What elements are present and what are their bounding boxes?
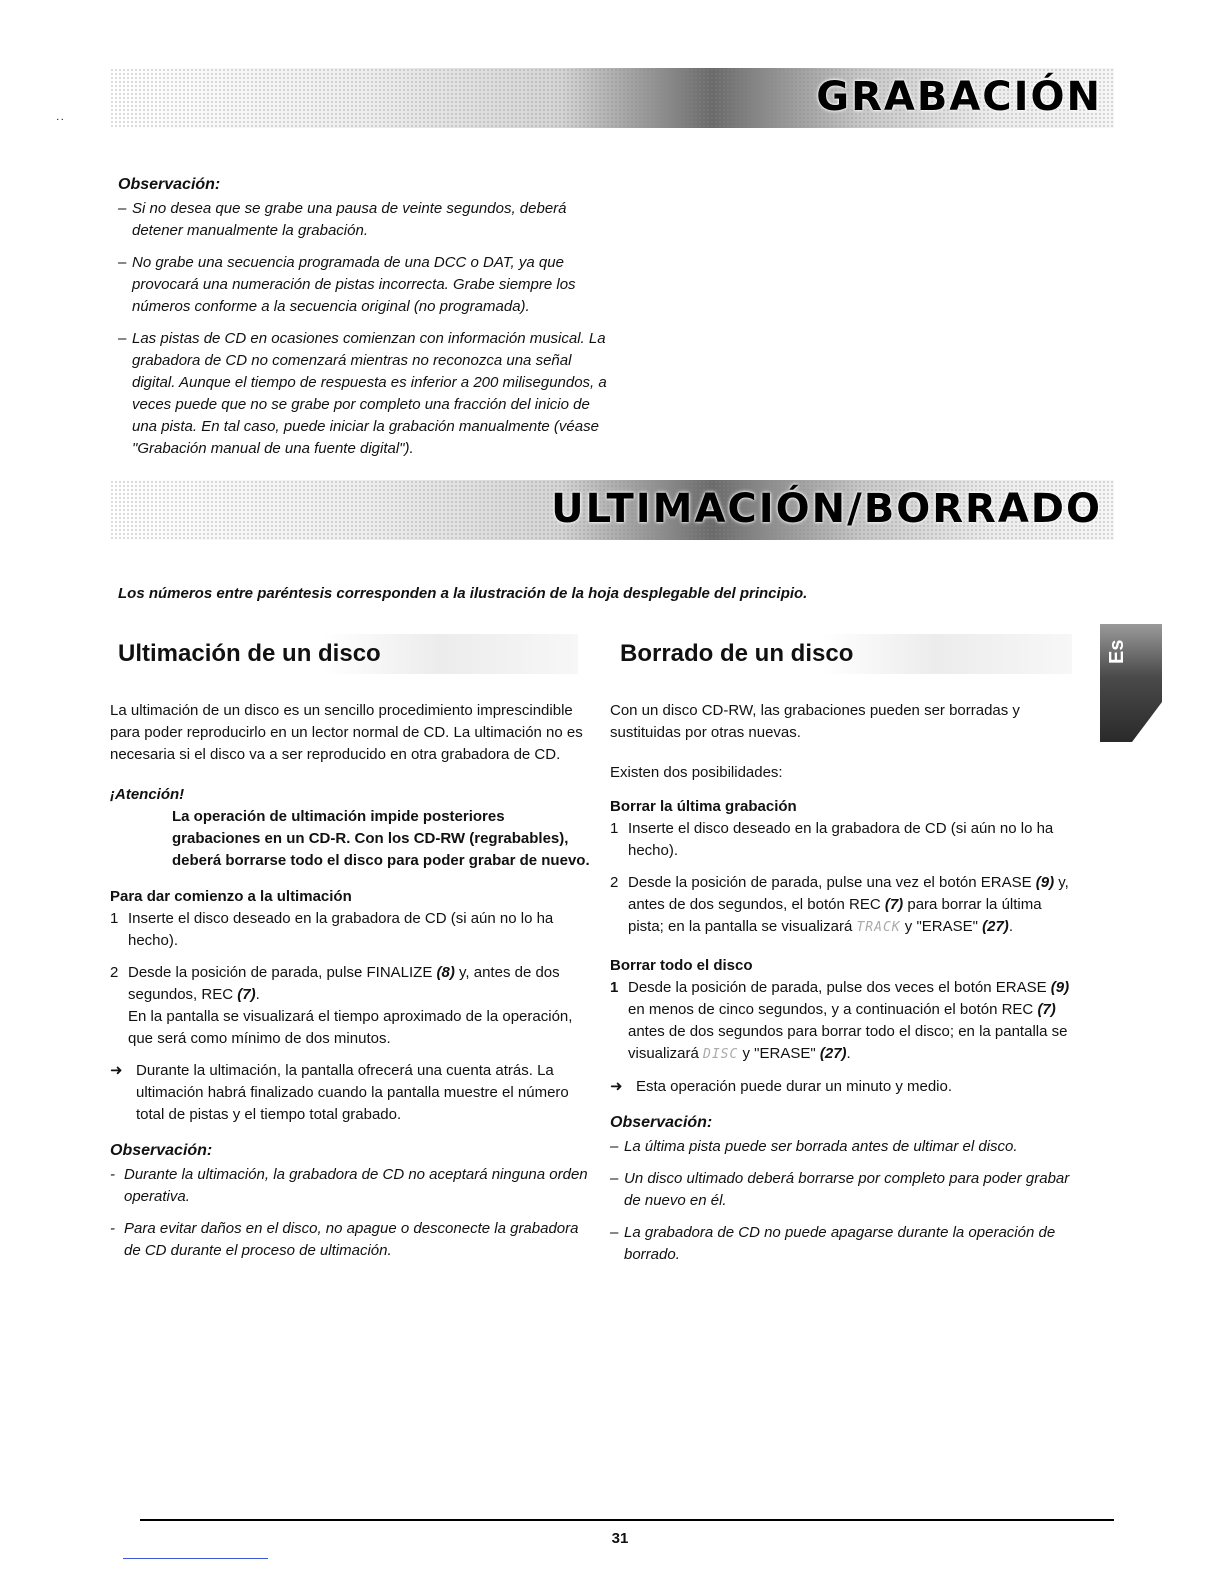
page-fold-shape [1132, 702, 1162, 742]
arrow-note: ➜ Durante la ultimación, la pantalla ofrecerá una cuenta atrás. La ultimación habrá finalizado cuando la pantalla muestre el número total de pistas y el tiempo total grabado. [110, 1062, 569, 1123]
language-tab-label: Es [1106, 639, 1128, 664]
list-item: 1 Desde la posición de parada, pulse dos veces el botón ERASE (9) en menos de cinco segundos, y a continuación el botón REC (7) antes de dos segundos para borrar todo el disco; en la pantalla se visualizará DISC y "ERASE" (27). [610, 979, 1070, 1062]
left-column [110, 700, 590, 1272]
section-banner [110, 480, 1114, 540]
right-paragraph-1: Con un disco CD-RW, las grabaciones pueden ser borradas y sustituidas por otras nuevas. [610, 702, 1020, 741]
section-banner-title: ULTIMACIÓN/BORRADO [551, 486, 1102, 532]
erase-last-title: Borrar la última grabación [610, 798, 797, 815]
left-paragraph: La ultimación de un disco es un sencillo procedimiento imprescindible para poder reproducirlo en un lector normal de CD. La ultimación no es necesaria si el disco va a ser reproducido en otra grabadora de CD. [110, 702, 583, 763]
lcd-track-text: TRACK [856, 920, 901, 935]
right-obs-title: Observación: [610, 1114, 713, 1131]
arrow-note: ➜ Esta operación puede durar un minuto y medio. [610, 1076, 1080, 1098]
top-note-item: – Si no desea que se grabe una pausa de veinte segundos, deberá detener manualmente la grabación. [118, 200, 567, 239]
left-obs-item: - Para evitar daños en el disco, no apague o desconecte la grabadora de CD durante el proceso de ultimación. [110, 1220, 579, 1259]
language-tab [1100, 624, 1162, 742]
page-number: 31 [611, 1530, 629, 1547]
list-item: 2 Desde la posición de parada, pulse una vez el botón ERASE (9) y, antes de dos segundos, el botón REC (7) para borrar la última pista; en la pantalla se visualizará TRACK y "ERASE" (27). [610, 874, 1069, 935]
list-item: 2 Desde la posición de parada, pulse FINALIZE (8) y, antes de dos segundos, REC (7). En la pantalla se visualizará el tiempo aproximado de la operación, que será como mínimo de dos minutos. [110, 964, 573, 1047]
right-obs-item: – La última pista puede ser borrada antes de ultimar el disco. [610, 1138, 1018, 1155]
arrow-right-icon: ➜ [610, 1078, 623, 1095]
lcd-disc-text: DISC [703, 1047, 739, 1062]
top-note-title: Observación: [118, 176, 221, 193]
header-banner [110, 68, 1114, 128]
step2-extra: En la pantalla se visualizará el tiempo aproximado de la operación, que será como mínimo de dos minutos. [128, 1008, 573, 1047]
right-heading: Borrado de un disco [616, 634, 1072, 674]
attention-text: La operación de ultimación impide posteriores grabaciones en un CD-R. Con los CD-RW (regrabables), deberá borrarse todo el disco para poder grabar de nuevo. [172, 808, 590, 869]
list-item: 1 Inserte el disco deseado en la grabadora de CD (si aún no lo ha hecho). [110, 910, 554, 949]
arrow-right-icon: ➜ [110, 1062, 123, 1079]
list-item: 1 Inserte el disco deseado en la grabadora de CD (si aún no lo ha hecho). [610, 820, 1054, 859]
left-heading: Ultimación de un disco [114, 634, 578, 674]
steps-title: Para dar comienzo a la ultimación [110, 888, 352, 905]
top-note-item: – Las pistas de CD en ocasiones comienzan con información musical. La grabadora de CD no comenzará mientras no reconozca una señal digital. Aunque el tiempo de respuesta es inferior a 200 milisegundos, a veces puede que no se grabe por completo una fracción del inicio de una pista. En tal caso, puede iniciar la grabación manualmente (véase "Grabación manual de una fuente digital"). [118, 330, 607, 457]
right-obs-item: – Un disco ultimado deberá borrarse por completo para poder grabar de nuevo en él. [610, 1170, 1070, 1209]
right-column [610, 700, 1080, 1276]
erase-all-title: Borrar todo el disco [610, 957, 753, 974]
left-obs-item: - Durante la ultimación, la grabadora de CD no aceptará ninguna orden operativa. [110, 1166, 588, 1205]
top-note-item: – No grabe una secuencia programada de una DCC o DAT, ya que provocará una numeración de pistas incorrecta. Grabe siempre los números conforme a la secuencia original (no programada). [118, 254, 576, 315]
attention-title: ¡Atención! [110, 786, 185, 803]
intro-note: Los números entre paréntesis corresponden a la ilustración de la hoja desplegable del principio. [118, 585, 808, 602]
left-obs-title: Observación: [110, 1142, 213, 1159]
top-note [118, 174, 618, 470]
right-paragraph-2: Existen dos posibilidades: [610, 764, 783, 781]
corner-mark: ˙˙ [56, 116, 66, 132]
footer-rule [140, 1519, 1114, 1521]
right-obs-item: – La grabadora de CD no puede apagarse durante la operación de borrado. [610, 1224, 1056, 1263]
footer-accent-line [123, 1558, 268, 1559]
header-title: GRABACIÓN [816, 74, 1102, 120]
